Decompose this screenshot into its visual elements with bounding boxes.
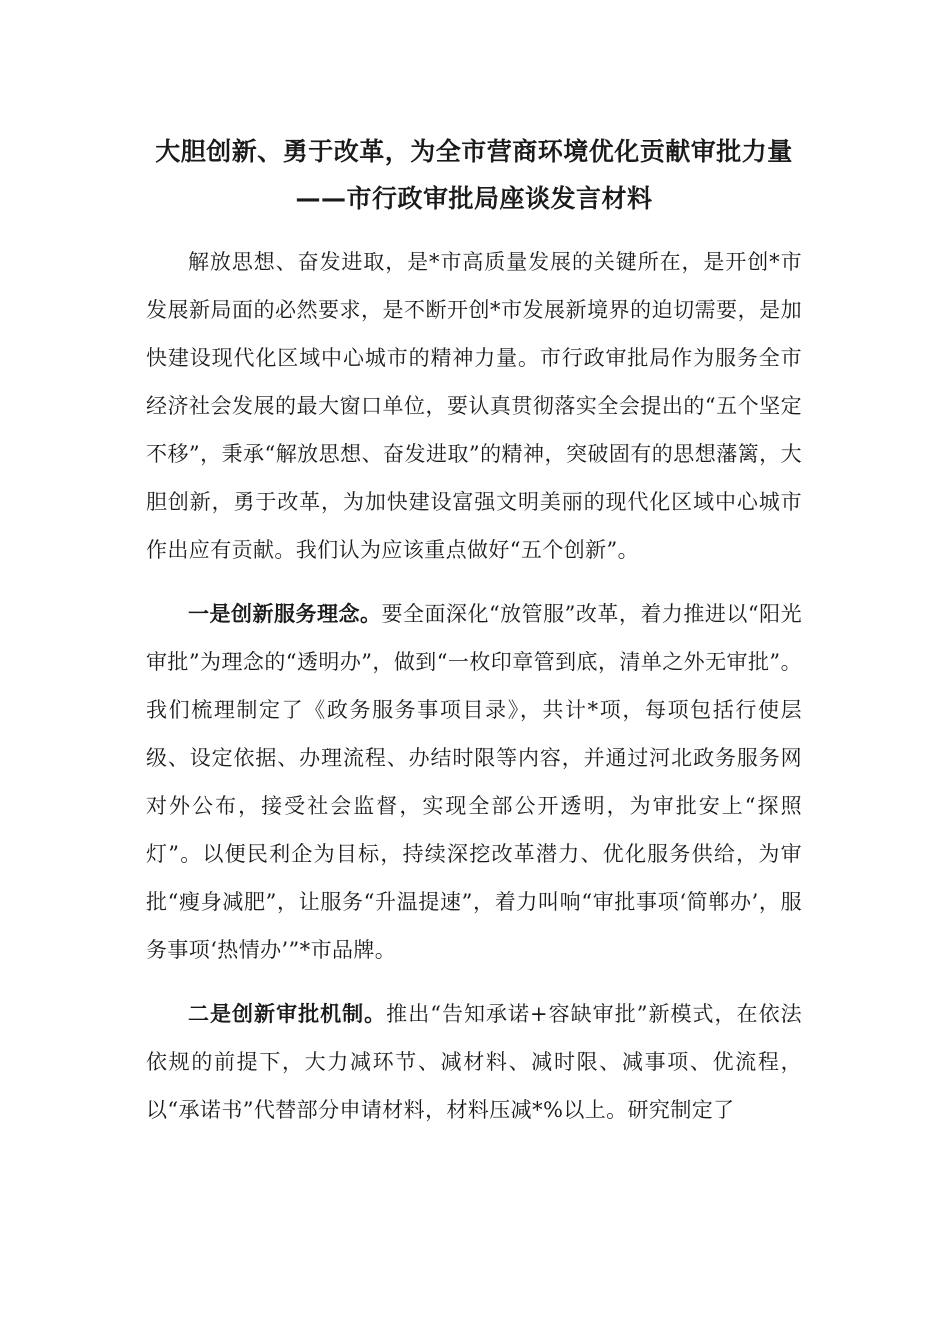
section-body-1: 要全面深化“放管服”改革，着力推进以“阳光审批”为理念的“透明办”，做到“一枚印章管到底，清单之外无审批”。我们梳理制定了《政务服务事项目录》，共计*项，每项包括行使层级、设定依据、办理流程、办结时限等内容，并通过河北政务服务网对外公布，接受社会监督，实现全部公开透明，为审批安上“探照灯”。以便民利企为目标，持续深挖改革潜力、优化服务供给，为审批“瘦身减肥”，让服务“升温提速”，着力叫响“审批事项‘简郸办’，服务事项‘热情办’”*市品牌。 xyxy=(146,602,802,962)
document-page xyxy=(146,128,802,1134)
section-paragraph-2 xyxy=(146,990,802,1134)
document-subtitle: ——市行政审批局座谈发言材料 xyxy=(295,184,653,213)
section-heading-2: 二是创新审批机制。 xyxy=(188,1002,387,1026)
section-heading-1: 一是创新服务理念。 xyxy=(188,602,382,626)
section-paragraph-1 xyxy=(146,590,802,974)
intro-paragraph: 解放思想、奋发进取，是*市高质量发展的关键所在，是开创*市发展新局面的必然要求，是不断开创*市发展新境界的迫切需要，是加快建设现代化区域中心城市的精神力量。市行政审批局作为服务全市经济社会发展的最大窗口单位，要认真贯彻落实全会提出的“五个坚定不移”，秉承“解放思想、奋发进取”的精神，突破固有的思想藩篱，大胆创新，勇于改革，为加快建设富强文明美丽的现代化区域中心城市作出应有贡献。我们认为应该重点做好“五个创新”。 xyxy=(146,250,802,562)
section-body-2: 推出“告知承诺+容缺审批”新模式，在依法依规的前提下，大力减环节、减材料、减时限、减事项、优流程，以“承诺书”代替部分申请材料，材料压减*%以上。研究制定了 xyxy=(146,1002,802,1122)
document-title: 大胆创新、勇于改革，为全市营商环境优化贡献审批力量 xyxy=(155,137,793,166)
